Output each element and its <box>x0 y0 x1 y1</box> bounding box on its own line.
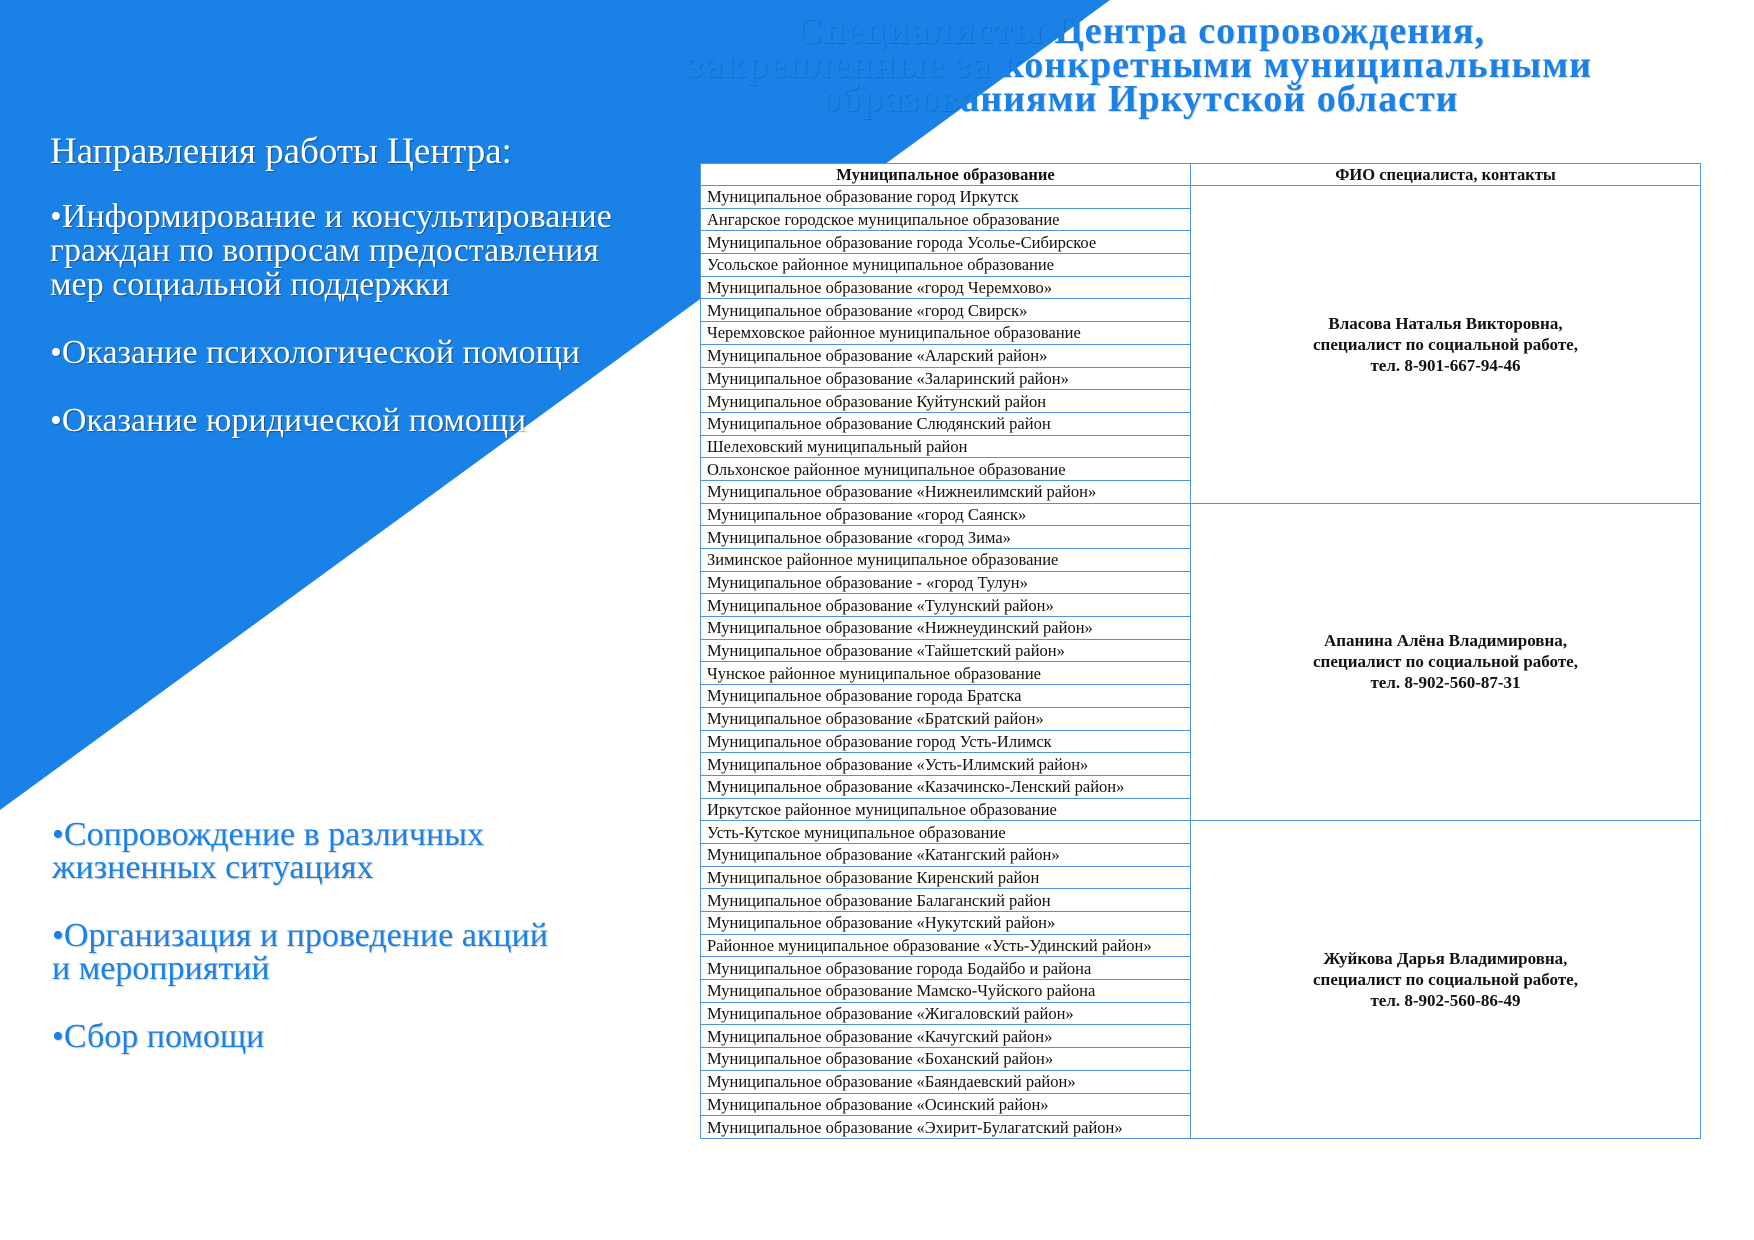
direction-item-psychological-help: •Оказание психологической помощи <box>50 334 580 371</box>
municipality-cell: Муниципальное образование Киренский район <box>701 866 1191 889</box>
municipality-cell: Муниципальное образование Куйтунский район <box>701 390 1191 413</box>
direction-item-informing: •Информирование и консультирование граждан по вопросам предоставления мер социальной поддержки <box>50 198 612 303</box>
municipality-cell: Муниципальное образование «Качугский район» <box>701 1025 1191 1048</box>
municipality-cell: Муниципальное образование - «город Тулун» <box>701 571 1191 594</box>
direction-item-events: •Организация и проведение акций и мероприятий <box>52 917 548 987</box>
municipality-cell: Муниципальное образование «Тайшетский район» <box>701 639 1191 662</box>
specialist-contact-cell <box>1191 821 1701 1139</box>
municipality-cell: Муниципальное образование «Нукутский район» <box>701 912 1191 935</box>
direction-item-legal-help: •Оказание юридической помощи <box>50 402 527 439</box>
municipality-cell: Ольхонское районное муниципальное образование <box>701 458 1191 481</box>
table-body <box>701 186 1701 1139</box>
table-row <box>701 186 1701 209</box>
municipality-cell: Муниципальное образование «Боханский район» <box>701 1048 1191 1071</box>
municipality-cell: Муниципальное образование города Братска <box>701 685 1191 708</box>
specialist-phone: тел. 8-902-560-86-49 <box>1370 991 1521 1011</box>
specialist-name: Апанина Алёна Владимировна, <box>1323 631 1567 651</box>
municipality-cell: Муниципальное образование «Усть-Илимский район» <box>701 753 1191 776</box>
specialists-table <box>700 163 1701 1139</box>
municipality-cell: Муниципальное образование «Заларинский район» <box>701 367 1191 390</box>
municipality-cell: Усть-Кутское муниципальное образование <box>701 821 1191 844</box>
column-header-municipality: Муниципальное образование <box>701 164 1191 186</box>
municipality-cell: Зиминское районное муниципальное образование <box>701 549 1191 572</box>
specialist-role: специалист по социальной работе, <box>1313 652 1578 672</box>
municipality-cell: Усольское районное муниципальное образование <box>701 254 1191 277</box>
municipality-cell: Муниципальное образование «Жигаловский район» <box>701 1002 1191 1025</box>
specialist-contact-cell <box>1191 503 1701 821</box>
municipality-cell: Ангарское городское муниципальное образование <box>701 208 1191 231</box>
municipality-cell: Черемховское районное муниципальное образование <box>701 322 1191 345</box>
specialist-role: специалист по социальной работе, <box>1313 970 1578 990</box>
directions-heading: Направления работы Центра: <box>50 131 512 172</box>
municipality-cell: Муниципальное образование «Братский район» <box>701 707 1191 730</box>
municipality-cell: Муниципальное образование «Баяндаевский район» <box>701 1070 1191 1093</box>
table-row <box>701 503 1701 526</box>
specialist-name: Жуйкова Дарья Владимировна, <box>1323 949 1568 969</box>
page-title-line: закрепленные за конкретными муниципальными <box>688 44 1592 86</box>
municipality-cell: Муниципальное образование «город Саянск» <box>701 503 1191 526</box>
municipality-cell: Муниципальное образование «город Свирск» <box>701 299 1191 322</box>
municipality-cell: Муниципальное образование «Казачинско-Ленский район» <box>701 775 1191 798</box>
municipality-cell: Муниципальное образование «Нижнеилимский район» <box>701 480 1191 503</box>
specialist-phone: тел. 8-901-667-94-46 <box>1370 355 1521 375</box>
municipality-cell: Иркутское районное муниципальное образование <box>701 798 1191 821</box>
municipality-cell: Муниципальное образование город Иркутск <box>701 186 1191 209</box>
direction-item-life-support: •Сопровождение в различных жизненных ситуациях <box>52 816 484 886</box>
municipality-cell: Муниципальное образование «Тулунский район» <box>701 594 1191 617</box>
page-title-line: образованиями Иркутской области <box>821 78 1459 120</box>
page-title <box>620 10 1660 120</box>
municipality-cell: Районное муниципальное образование «Усть-Удинский район» <box>701 934 1191 957</box>
municipality-cell: Муниципальное образование «Аларский район» <box>701 344 1191 367</box>
column-header-specialist: ФИО специалиста, контакты <box>1191 164 1701 186</box>
table-row <box>701 821 1701 844</box>
specialists-table-container <box>700 163 1700 1139</box>
specialist-name: Власова Наталья Викторовна, <box>1328 313 1563 333</box>
municipality-cell: Муниципальное образование Балаганский район <box>701 889 1191 912</box>
municipality-cell: Муниципальное образование города Бодайбо и района <box>701 957 1191 980</box>
specialist-contact-cell <box>1191 186 1701 504</box>
municipality-cell: Муниципальное образование «Нижнеудинский район» <box>701 617 1191 640</box>
specialist-phone: тел. 8-902-560-87-31 <box>1370 673 1521 693</box>
municipality-cell: Муниципальное образование «Катангский район» <box>701 843 1191 866</box>
municipality-cell: Чунское районное муниципальное образование <box>701 662 1191 685</box>
municipality-cell: Муниципальное образование города Усолье-Сибирское <box>701 231 1191 254</box>
municipality-cell: Муниципальное образование Слюдянский район <box>701 412 1191 435</box>
municipality-cell: Муниципальное образование «Эхирит-Булагатский район» <box>701 1116 1191 1139</box>
municipality-cell: Муниципальное образование город Усть-Илимск <box>701 730 1191 753</box>
directions-list-blue <box>52 818 572 1088</box>
table-header-row <box>701 164 1701 186</box>
municipality-cell: Шелеховский муниципальный район <box>701 435 1191 458</box>
municipality-cell: Муниципальное образование «город Черемхово» <box>701 276 1191 299</box>
specialist-role: специалист по социальной работе, <box>1313 334 1578 354</box>
directions-list-white <box>50 200 650 472</box>
municipality-cell: Муниципальное образование «Осинский район» <box>701 1093 1191 1116</box>
municipality-cell: Муниципальное образование «город Зима» <box>701 526 1191 549</box>
direction-item-aid-collection: •Сбор помощи <box>52 1018 265 1055</box>
municipality-cell: Муниципальное образование Мамско-Чуйского района <box>701 980 1191 1003</box>
page-title-line: Специалисты Центра сопровождения, <box>794 10 1486 52</box>
